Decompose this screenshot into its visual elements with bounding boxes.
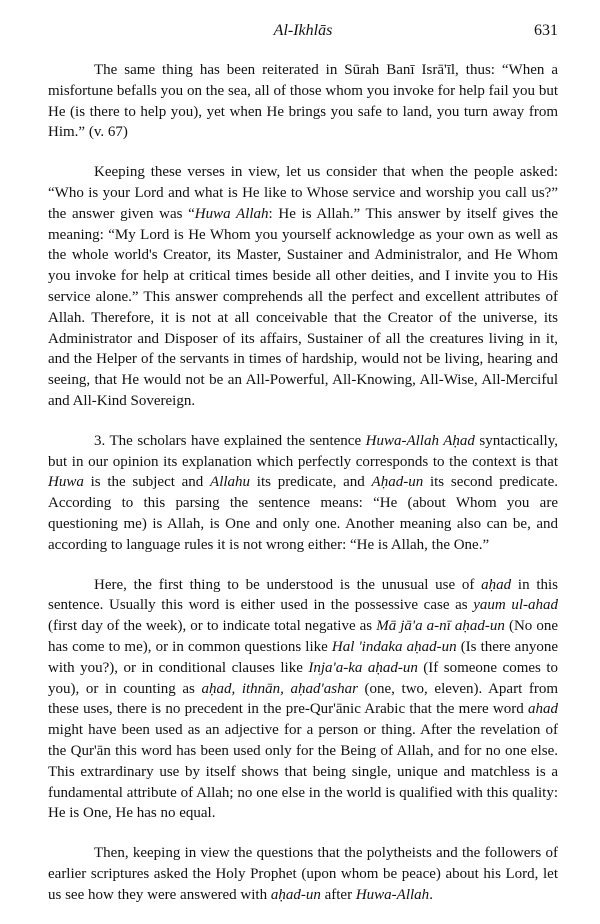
text-run: (one, two, eleven). Apart from these uses, there is no precedent in the pre-Qur'ānic Arabic that the mere word (48, 680, 559, 718)
text-run: syntactically, but in our opinion its explanation which perfectly corresponds to the context is that (48, 432, 558, 470)
italic-term: Hal 'indaka aḥad-un (331, 638, 457, 655)
text-run: : He is Allah.” This answer by itself gives the meaning: “My Lord is He Whom you yourself acknowledge as your own as well as the whole world's Creator, its Master, Sustainer and Administralor, and He Whom you invoke for help at critical times beside all other deities, and I invite you to His service alone.” This answer comprehends all the perfect and excellent attributes of Allah. Therefore, it is not at all conceivable that the Creator of the universe, its Administrator and Disposer of its affairs, Sustainer of all the creatures living in it, and the Helper of the servants in times of hardship, would not be living, hearing and seeing, that He would not be an All-Powerful, All-Knowing, All-Wise, All-Merciful and All-Kind Sovereign. (48, 205, 558, 409)
text-run: after (320, 886, 356, 903)
paragraph-3 (48, 431, 558, 556)
text-run: 3. The scholars have explained the sentence (94, 432, 366, 449)
italic-term: Aḥad-un (371, 474, 424, 491)
italic-term: Huwa-Allah (355, 886, 430, 903)
text-run: Keeping these verses in view, let us consider that when the people asked: “Who is your Lord and what is He like to Whose service and worship you call us?” the answer given was “ (48, 164, 558, 222)
italic-term: aḥad, ithnān, aḥad'ashar (201, 680, 358, 697)
text-run: The same thing has been reiterated in Sūrah Banī Isrā'īl, thus: “When a misfortune befalls you on the sea, all of those whom you invoke for help fail you but He (is there to help you), yet when He brings you safe to land, you turn away from Him.” (v. 67) (48, 62, 558, 141)
italic-term: Huwa-Allah Aḥad (365, 432, 475, 449)
text-run: is the subject and (83, 474, 211, 491)
text-run: Here, the first thing to be understood is the unusual use of (94, 576, 482, 593)
italic-term: yaum ul-ahad (473, 597, 559, 614)
italic-term: Mā jā'a a-nī aḥad-un (376, 618, 505, 635)
body-text (48, 60, 558, 905)
italic-term: Huwa Allah (194, 205, 269, 222)
text-run: . (429, 886, 433, 903)
text-run: (first day of the week), or to indicate total negative as (48, 618, 377, 635)
text-run: Then, keeping in view the questions that the polytheists and the followers of earlier scriptures asked the Holy Prophet (upon whom be peace) about his Lord, let us see how they were answered with (48, 845, 558, 903)
text-run: (Is there anyone with you?), or in conditional clauses like (48, 638, 558, 676)
italic-term: Inja'a-ka aḥad-un (308, 659, 418, 676)
text-run: (If someone comes to you), or in counting as (48, 659, 559, 697)
text-run: its second predicate. According to this parsing the sentence means: “He (about Whom you are questioning me) is Allah, is One and only one. Another meaning also can be, and according to language rules it is not wrong either: “He is Allah, the One.” (48, 474, 558, 553)
text-run: (No one has come to me), or in common questions like (48, 618, 558, 655)
paragraph-2 (48, 162, 558, 412)
paragraph-4 (48, 575, 558, 825)
text-run: its predicate, and (250, 474, 372, 491)
text-run: in this sentence. Usually this word is either used in the possessive case as (48, 576, 558, 614)
running-title: Al-Ikhlās (273, 22, 333, 39)
paragraph-5 (48, 843, 558, 905)
page-number: 631 (534, 22, 558, 39)
italic-term: aḥad (481, 576, 512, 593)
text-run: might have been used as an adjective for a person or thing. After the revelation of the Qur'ān this word has been used only for the Being of Allah, and for no one else. This extrardinary use by itself shows that being single, unique and matchless is a fundamental attribute of Allah; no one else in the world is qualified with this quality: He is One, He has no equal. (48, 722, 558, 822)
italic-term: aḥad-un (270, 886, 321, 903)
paragraph-1 (48, 60, 558, 143)
book-page (48, 22, 558, 924)
italic-term: ahad (528, 701, 558, 718)
italic-term: Huwa (48, 474, 84, 491)
running-header (48, 22, 558, 44)
italic-term: Allahu (210, 474, 251, 491)
